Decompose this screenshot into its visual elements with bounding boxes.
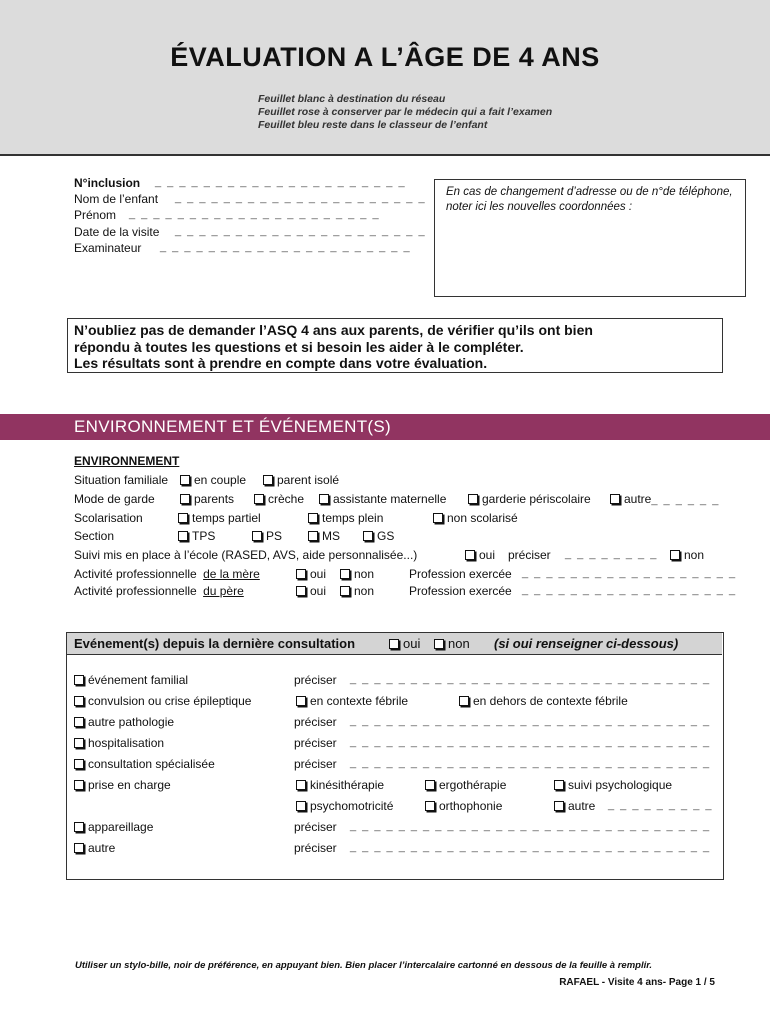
- page-number: RAFAEL - Visite 4 ans- Page 1 / 5: [559, 977, 715, 988]
- mother-activity-yes-option[interactable]: oui: [296, 567, 326, 581]
- couple-option[interactable]: en couple: [180, 473, 246, 487]
- checkbox-icon[interactable]: [319, 494, 329, 504]
- single-parent-option[interactable]: parent isolé: [263, 473, 339, 487]
- child-name-label: Nom de l’enfant: [74, 192, 159, 206]
- checkbox-icon[interactable]: [178, 531, 188, 541]
- checkbox-icon[interactable]: [433, 513, 443, 523]
- checkbox-icon[interactable]: [74, 822, 84, 832]
- address-change-note: En cas de changement d’adresse ou de n°de téléphone, noter ici les nouvelles coordonnées :: [446, 186, 733, 213]
- speech-therapy-option[interactable]: orthophonie: [425, 799, 502, 813]
- psychological-follow-up-option[interactable]: suivi psychologique: [554, 778, 672, 792]
- events-no-option[interactable]: non: [434, 636, 470, 651]
- non-febrile-option[interactable]: en dehors de contexte fébrile: [459, 694, 628, 708]
- checkbox-icon[interactable]: [74, 696, 84, 706]
- tps-option[interactable]: TPS: [178, 529, 215, 543]
- not-schooled-option[interactable]: non scolarisé: [433, 511, 518, 525]
- hospitalisation-option[interactable]: hospitalisation: [74, 736, 164, 750]
- checkbox-icon[interactable]: [425, 801, 435, 811]
- creche-option[interactable]: crèche: [254, 492, 304, 506]
- full-time-option[interactable]: temps plein: [308, 511, 383, 525]
- checkbox-icon[interactable]: [389, 639, 399, 649]
- first-name-field[interactable]: _ _ _ _ _ _ _ _ _ _ _ _ _ _ _ _ _ _ _ _ _: [129, 208, 381, 220]
- reminder-line-2: répondu à toutes les questions et si besoin les aider à le compléter.: [74, 338, 524, 355]
- psychomotricity-option[interactable]: psychomotricité: [296, 799, 393, 813]
- consultation-specify-label: préciser: [294, 757, 337, 771]
- mother-activity-label: Activité professionnelle de la mère: [74, 567, 260, 581]
- mother-profession-field[interactable]: _ _ _ _ _ _ _ _ _ _ _ _ _ _ _ _ _ _: [522, 567, 737, 579]
- nanny-option[interactable]: assistante maternelle: [319, 492, 446, 506]
- checkbox-icon[interactable]: [74, 759, 84, 769]
- events-yes-option[interactable]: oui: [389, 636, 420, 651]
- other-event-specify-field[interactable]: _ _ _ _ _ _ _ _ _ _ _ _ _ _ _ _ _ _ _ _ _ _ _ _ _ _ _ _ _ _: [350, 841, 711, 853]
- after-school-option[interactable]: garderie périscolaire: [468, 492, 591, 506]
- address-change-box[interactable]: [434, 179, 746, 297]
- checkbox-icon[interactable]: [296, 801, 306, 811]
- school-support-specify-field[interactable]: _ _ _ _ _ _ _ _: [565, 548, 658, 560]
- father-activity-yes-option[interactable]: oui: [296, 584, 326, 598]
- visit-date-field[interactable]: _ _ _ _ _ _ _ _ _ _ _ _ _ _ _ _ _ _ _ _ _: [175, 225, 427, 237]
- checkbox-icon[interactable]: [554, 780, 564, 790]
- checkbox-icon[interactable]: [296, 780, 306, 790]
- checkbox-icon[interactable]: [178, 513, 188, 523]
- visit-date-label: Date de la visite: [74, 225, 160, 239]
- other-childcare-option[interactable]: autre_ _ _ _ _ _: [610, 492, 720, 506]
- reminder-line-3: Les résultats sont à prendre en compte dans votre évaluation.: [74, 355, 488, 371]
- other-event-option[interactable]: autre: [74, 841, 115, 855]
- checkbox-icon[interactable]: [263, 475, 273, 485]
- other-pathology-specify-label: préciser: [294, 715, 337, 729]
- convulsion-option[interactable]: convulsion ou crise épileptique: [74, 694, 251, 708]
- examiner-label: Examinateur: [74, 241, 142, 255]
- school-support-yes-option[interactable]: oui: [465, 548, 495, 562]
- family-event-specify-label: préciser: [294, 673, 337, 687]
- school-support-label: Suivi mis en place à l’école (RASED, AVS, aide personnalisée...): [74, 548, 418, 562]
- checkbox-icon[interactable]: [670, 550, 680, 560]
- checkbox-icon[interactable]: [74, 843, 84, 853]
- father-profession-field[interactable]: _ _ _ _ _ _ _ _ _ _ _ _ _ _ _ _ _ _: [522, 584, 737, 596]
- checkbox-icon[interactable]: [296, 586, 306, 596]
- subtitle-white-sheet: Feuillet blanc à destination du réseau: [258, 93, 446, 105]
- childcare-label: Mode de garde: [74, 492, 155, 506]
- other-care-field[interactable]: _ _ _ _ _ _ _ _ _: [608, 799, 714, 811]
- page-title: ÉVALUATION A L’ÂGE DE 4 ANS: [170, 42, 600, 72]
- physiotherapy-option[interactable]: kinésithérapie: [296, 778, 384, 792]
- checkbox-icon[interactable]: [434, 639, 444, 649]
- checkbox-icon[interactable]: [363, 531, 373, 541]
- events-heading: Evénement(s) depuis la dernière consultation: [74, 636, 356, 651]
- mother-activity-no-option[interactable]: non: [340, 567, 374, 581]
- ms-option[interactable]: MS: [308, 529, 340, 543]
- consultation-specify-field[interactable]: _ _ _ _ _ _ _ _ _ _ _ _ _ _ _ _ _ _ _ _ _ _ _ _ _ _ _ _ _ _: [350, 757, 711, 769]
- occupational-therapy-option[interactable]: ergothérapie: [425, 778, 506, 792]
- checkbox-icon[interactable]: [74, 717, 84, 727]
- checkbox-icon[interactable]: [74, 738, 84, 748]
- checkbox-icon[interactable]: [74, 780, 84, 790]
- school-support-specify-label: préciser: [508, 548, 551, 562]
- father-activity-label: Activité professionnelle du père: [74, 584, 244, 598]
- checkbox-icon[interactable]: [296, 569, 306, 579]
- hospitalisation-specify-field[interactable]: _ _ _ _ _ _ _ _ _ _ _ _ _ _ _ _ _ _ _ _ _ _ _ _ _ _ _ _ _ _: [350, 736, 711, 748]
- gs-option[interactable]: GS: [363, 529, 394, 543]
- family-event-option[interactable]: événement familial: [74, 673, 188, 687]
- febrile-option[interactable]: en contexte fébrile: [296, 694, 408, 708]
- environment-heading: ENVIRONNEMENT: [74, 454, 180, 468]
- child-name-field[interactable]: _ _ _ _ _ _ _ _ _ _ _ _ _ _ _ _ _ _ _ _ _: [175, 192, 427, 204]
- school-support-no-option[interactable]: non: [670, 548, 704, 562]
- father-profession-label: Profession exercée: [409, 584, 512, 598]
- other-pathology-option[interactable]: autre pathologie: [74, 715, 174, 729]
- parents-option[interactable]: parents: [180, 492, 234, 506]
- footer-note: Utiliser un stylo-bille, noir de préférence, en appuyant bien. Bien placer l’intercalaire cartonné en dessous de la feuille à remplir.: [75, 960, 653, 971]
- part-time-option[interactable]: temps partiel: [178, 511, 261, 525]
- equipment-option[interactable]: appareillage: [74, 820, 153, 834]
- schooling-label: Scolarisation: [74, 511, 143, 525]
- reminder-line-1: N’oubliez pas de demander l’ASQ 4 ans aux parents, de vérifier qu’ils ont bien: [74, 322, 593, 338]
- events-header: [67, 633, 722, 655]
- other-event-specify-label: préciser: [294, 841, 337, 855]
- examiner-field[interactable]: _ _ _ _ _ _ _ _ _ _ _ _ _ _ _ _ _ _ _ _ _: [160, 241, 412, 253]
- section-header-band: [0, 414, 770, 440]
- inclusion-label: N°inclusion: [74, 176, 141, 190]
- checkbox-icon[interactable]: [425, 780, 435, 790]
- other-care-option[interactable]: autre: [554, 799, 595, 813]
- checkbox-icon[interactable]: [340, 569, 350, 579]
- mother-profession-label: Profession exercée: [409, 567, 512, 581]
- checkbox-icon[interactable]: [308, 531, 318, 541]
- subtitle-pink-sheet: Feuillet rose à conserver par le médecin qui a fait l’examen: [258, 106, 553, 118]
- checkbox-icon[interactable]: [180, 475, 190, 485]
- checkbox-icon[interactable]: [340, 586, 350, 596]
- checkbox-icon[interactable]: [459, 696, 469, 706]
- equipment-specify-field[interactable]: _ _ _ _ _ _ _ _ _ _ _ _ _ _ _ _ _ _ _ _ _ _ _ _ _ _ _ _ _ _: [350, 820, 711, 832]
- first-name-label: Prénom: [74, 208, 117, 222]
- checkbox-icon[interactable]: [180, 494, 190, 504]
- checkbox-icon[interactable]: [74, 675, 84, 685]
- care-option[interactable]: prise en charge: [74, 778, 171, 792]
- events-note: (si oui renseigner ci-dessous): [494, 636, 679, 651]
- specialist-consultation-option[interactable]: consultation spécialisée: [74, 757, 215, 771]
- checkbox-icon[interactable]: [554, 801, 564, 811]
- header-band: [0, 0, 770, 156]
- other-pathology-specify-field[interactable]: _ _ _ _ _ _ _ _ _ _ _ _ _ _ _ _ _ _ _ _ _ _ _ _ _ _ _ _ _ _: [350, 715, 711, 727]
- subtitle-blue-sheet: Feuillet bleu reste dans le classeur de l’enfant: [258, 119, 488, 131]
- section-title: ENVIRONNEMENT ET ÉVÉNEMENT(S): [74, 417, 391, 436]
- ps-option[interactable]: PS: [252, 529, 282, 543]
- checkbox-icon[interactable]: [296, 696, 306, 706]
- section-label: Section: [74, 529, 115, 543]
- inclusion-field[interactable]: _ _ _ _ _ _ _ _ _ _ _ _ _ _ _ _ _ _ _ _ _: [155, 176, 407, 188]
- family-event-specify-field[interactable]: _ _ _ _ _ _ _ _ _ _ _ _ _ _ _ _ _ _ _ _ _ _ _ _ _ _ _ _ _ _: [350, 673, 711, 685]
- asq-reminder-box: [67, 318, 723, 373]
- hospitalisation-specify-label: préciser: [294, 736, 337, 750]
- checkbox-icon[interactable]: [610, 494, 620, 504]
- checkbox-icon[interactable]: [465, 550, 475, 560]
- checkbox-icon[interactable]: [252, 531, 262, 541]
- checkbox-icon[interactable]: [468, 494, 478, 504]
- equipment-specify-label: préciser: [294, 820, 337, 834]
- checkbox-icon[interactable]: [308, 513, 318, 523]
- father-activity-no-option[interactable]: non: [340, 584, 374, 598]
- family-situation-label: Situation familiale: [74, 473, 169, 487]
- checkbox-icon[interactable]: [254, 494, 264, 504]
